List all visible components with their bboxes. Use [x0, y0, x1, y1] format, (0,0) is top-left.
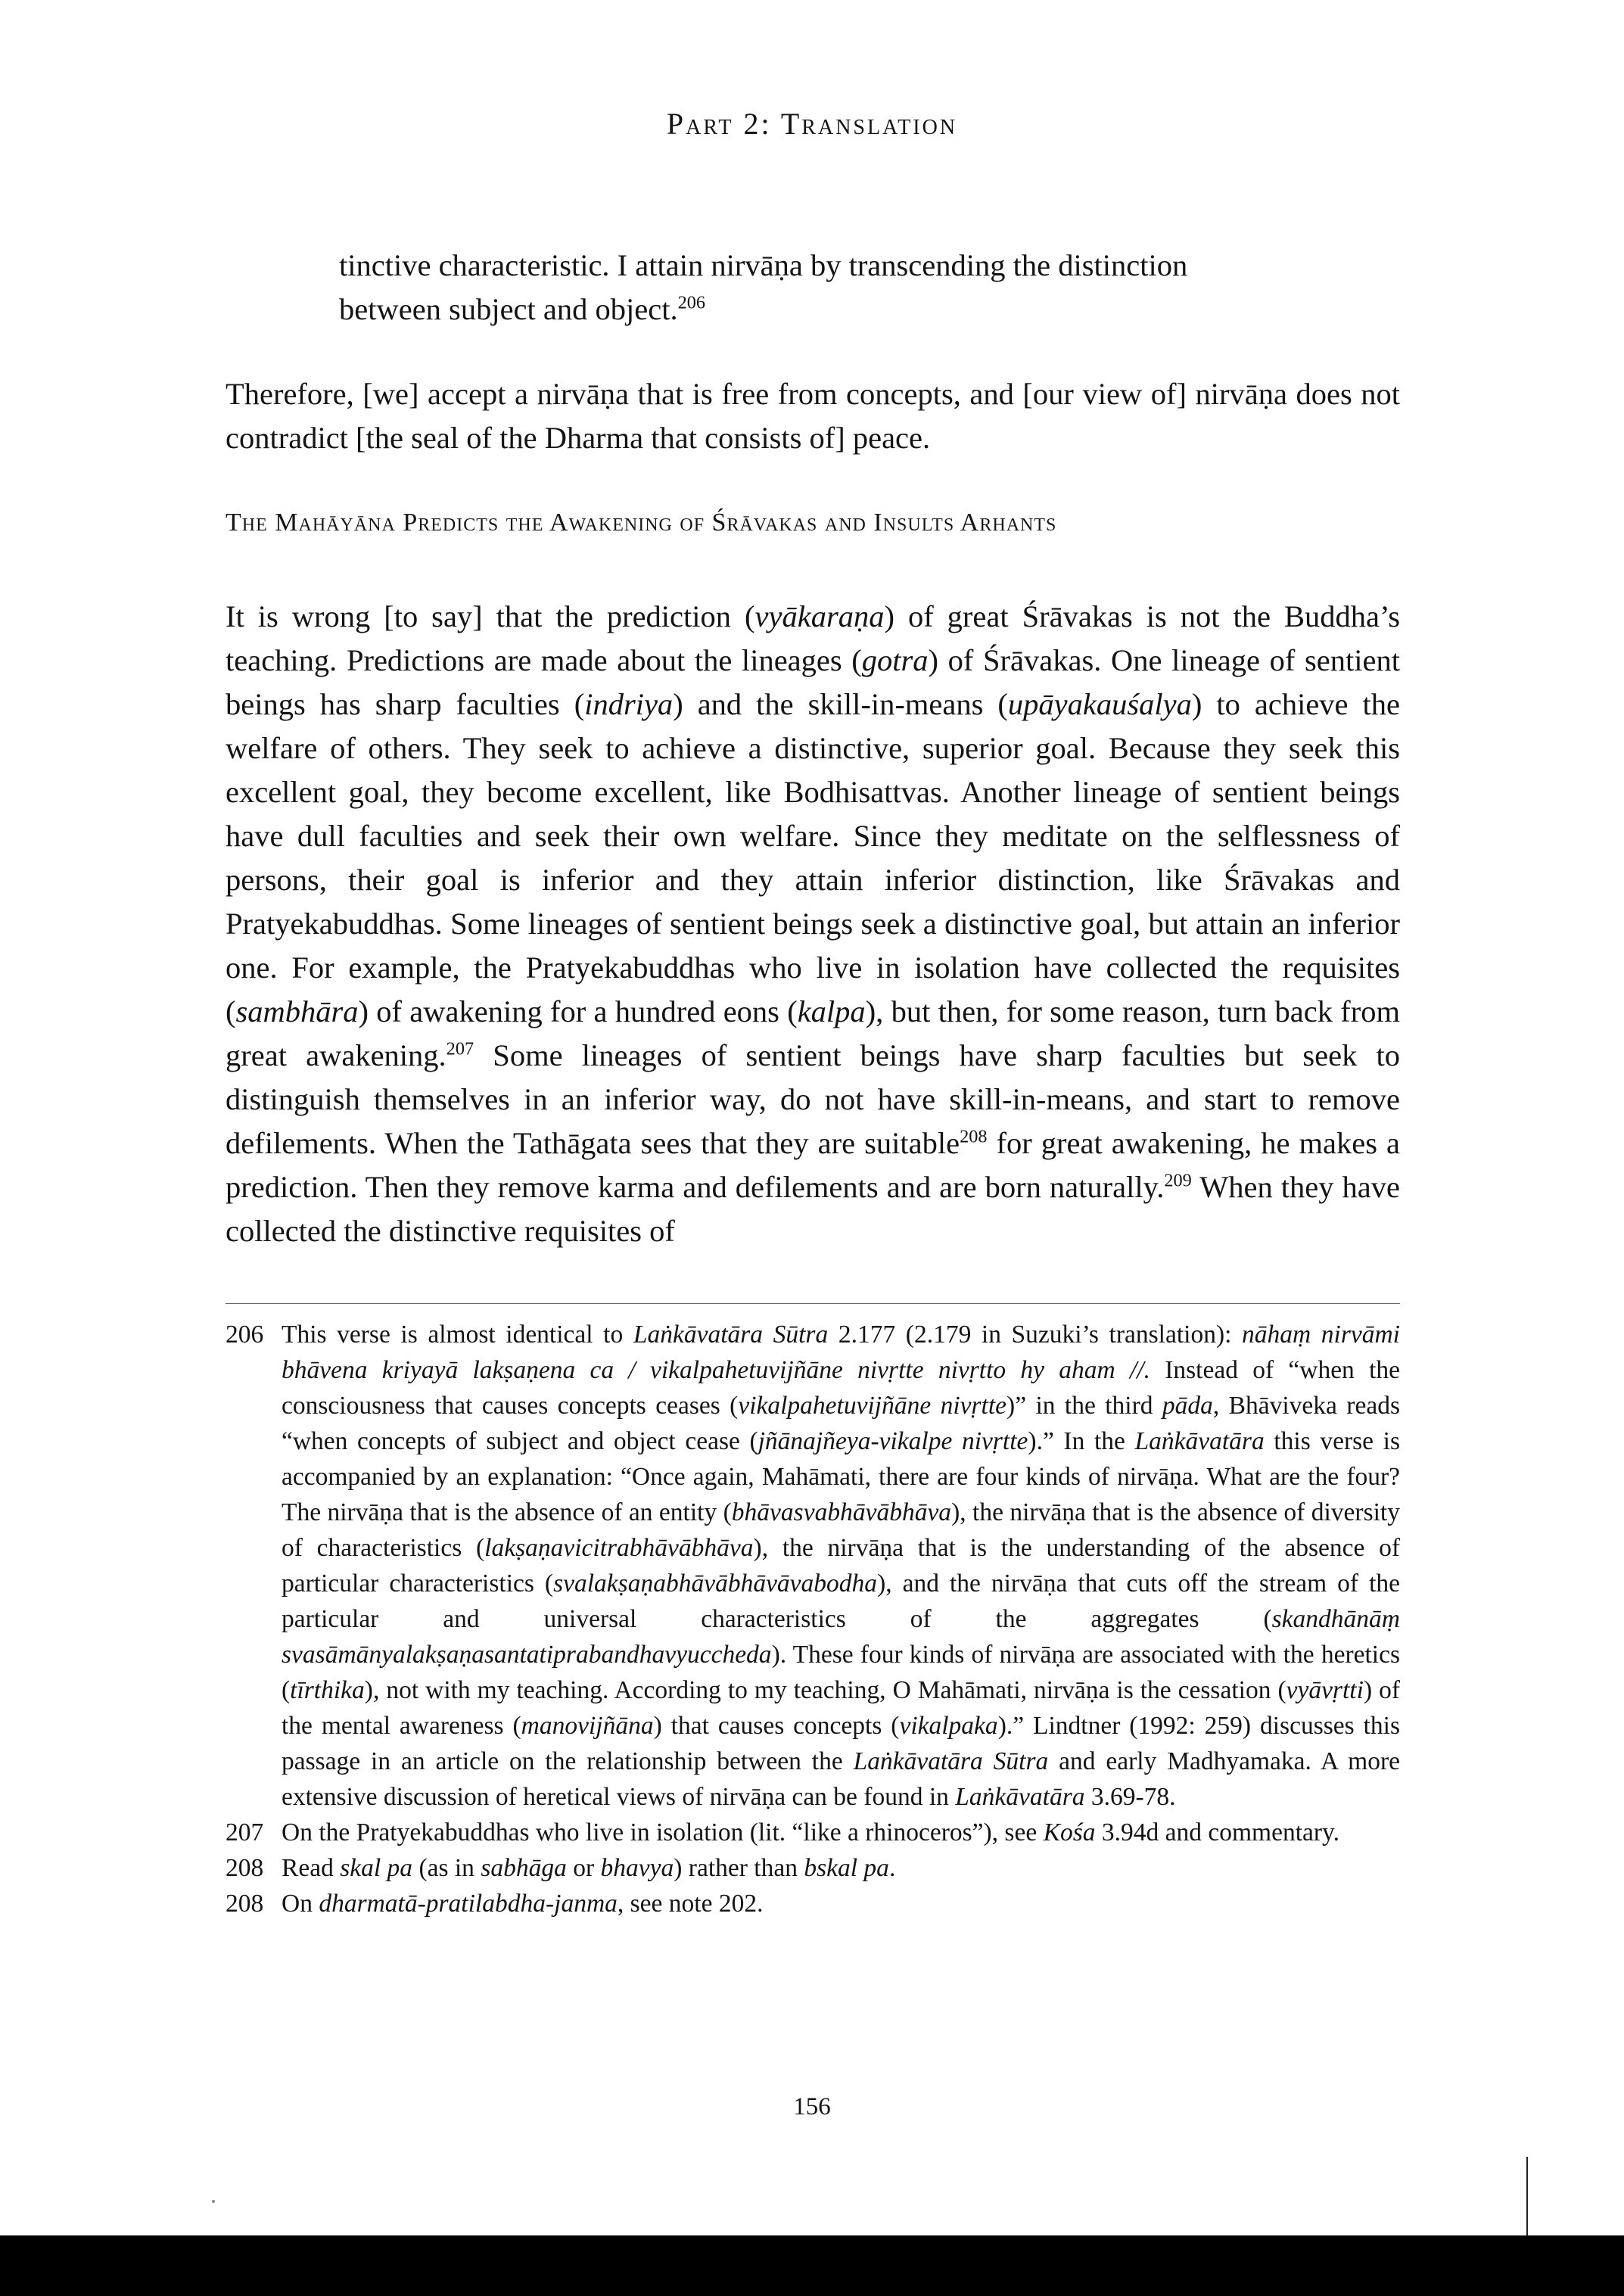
text-run: , see note 202.	[617, 1890, 764, 1918]
text-run: ) of great Śrāvakas is not the Buddha’s teaching. Predictions are made about the lineages (	[226, 599, 1401, 677]
block-quote	[339, 244, 1398, 331]
text-run: and early Madhyamaka. A more extensive discussion of heretical views of nirvāṇa can be found in	[282, 1747, 1400, 1811]
running-head: Part 2: Translation	[666, 107, 958, 141]
footnote-number: 208	[226, 1854, 264, 1882]
italic-run: svalakṣaṇabhāvābhāvāvabodha	[553, 1570, 878, 1598]
block-quote-line: tinctive characteristic. I attain nirvāṇa by transcending the distinction	[339, 248, 1188, 282]
footnote-ref-207[interactable]: 207	[446, 1038, 474, 1059]
sanskrit-term: indriya	[584, 687, 674, 721]
footnote-208-second	[226, 1886, 1400, 1921]
footnote-text	[282, 1850, 1400, 1886]
text-run: ) that causes concepts (	[653, 1712, 900, 1740]
footnote-ref-209[interactable]: 209	[1164, 1170, 1192, 1191]
text-run: for great awakening, he makes a prediction. Then they remove karma and defilements and are born naturally.	[226, 1126, 1400, 1204]
italic-run: bhāvasvabhāvābhāva	[731, 1498, 952, 1526]
text-run: ) to achieve the welfare of others. They seek to achieve a distinctive, superior goal. Because they seek this excellent goal, they become excellent, like Bodhisattvas. Another lineage of sentient beings have dull faculties and seek their own welfare. Since they meditate on the selflessness of persons, their goal is inferior and they attain inferior distinction, like Śrāvakas and Pratyekabuddhas. Some lineages of sentient beings seek a distinctive goal, but attain an inferior one. For example, the Pratyekabuddhas who live in isolation have collected the requisites (	[226, 687, 1401, 1028]
text-run: Read	[282, 1854, 341, 1882]
footnote-ref-206[interactable]: 206	[677, 292, 706, 313]
italic-run: vikalpaka	[899, 1712, 998, 1740]
text-run: Some lineages of sentient beings have sharp faculties but seek to distinguish themselves in an inferior way, do not have skill-in-means, and start to remove defilements. When the Tathāgata sees that they are suitable	[226, 1038, 1400, 1160]
italic-run: nāhaṃ nirvāmi bhāvena kriyayā lakṣaṇena ca / vikalpahetuvijñāne nivṛtte nivṛtto hy aham //.	[282, 1321, 1400, 1384]
text-run: 3.69-78.	[1084, 1783, 1176, 1811]
text-run: ) of Śrāvakas. One lineage of sentient beings has sharp faculties (	[226, 643, 1400, 721]
body-paragraph: Therefore, [we] accept a nirvāṇa that is free from concepts, and [our view of] nirvāṇa does not contradict [the seal of the Dharma that consists of] peace.	[226, 377, 1400, 455]
italic-run: tīrthika	[290, 1676, 365, 1704]
footnotes	[226, 1317, 1400, 1921]
text-run: or	[566, 1854, 601, 1882]
italic-run: vikalpahetuvijñāne nivṛtte	[738, 1392, 1007, 1420]
footnote-207	[226, 1815, 1400, 1850]
italic-run: skal pa	[340, 1854, 413, 1882]
text-run: When they have collected the distinctive requisites of	[226, 1170, 1400, 1248]
text-run: Instead of “when the consciousness that causes concepts ceases (	[282, 1356, 1400, 1420]
text-run: ). These four kinds of nirvāṇa are associated with the heretics (	[282, 1641, 1400, 1704]
footnote-text	[282, 1317, 1400, 1815]
block-quote-text: between subject and object.	[339, 292, 678, 326]
italic-run: bskal pa	[804, 1854, 889, 1882]
italic-run: Kośa	[1043, 1818, 1096, 1846]
sanskrit-term: kalpa	[797, 994, 866, 1028]
text-run: (as in	[412, 1854, 481, 1882]
italic-run: bhavya	[600, 1854, 674, 1882]
text-run: .	[888, 1854, 896, 1882]
text-run: This verse is almost identical to	[282, 1321, 633, 1349]
italic-run: Laṅkāvatāra Sūtra	[633, 1321, 829, 1349]
text-run: ) rather than	[674, 1854, 804, 1882]
italic-run: dharmatā-pratilabdha-janma	[319, 1890, 618, 1918]
italic-run: manovijñāna	[521, 1712, 654, 1740]
sanskrit-term: gotra	[861, 643, 929, 677]
footnote-number: 207	[226, 1818, 264, 1846]
sanskrit-term: vyākaraṇa	[754, 599, 885, 633]
footnote-text	[282, 1886, 1400, 1921]
text-run: 3.94d and commentary.	[1095, 1818, 1339, 1846]
sanskrit-term: sambhāra	[235, 994, 359, 1028]
footnote-text	[282, 1815, 1400, 1850]
text-run: ).” In the	[1028, 1427, 1135, 1455]
scan-speck	[212, 2200, 215, 2203]
scan-bottom-border	[0, 2235, 1624, 2296]
footnote-number: 208	[226, 1890, 264, 1918]
italic-run: skandhānāṃ svasāmānyalakṣaṇasantatiprabandhavyuccheda	[282, 1605, 1400, 1669]
text-run: 2.177 (2.179 in Suzuki’s translation):	[828, 1321, 1242, 1349]
scan-edge-line	[1526, 2157, 1528, 2235]
text-run: ), and the nirvāṇa that cuts off the stream of the particular and universal characteristics of the aggregates (	[282, 1570, 1401, 1633]
text-run: ) of awakening for a hundred eons (	[358, 994, 798, 1028]
text-run: ), but then, for some reason, turn back from great awakening.	[226, 994, 1400, 1072]
italic-run: pāda	[1162, 1392, 1213, 1420]
footnote-number: 206	[226, 1321, 264, 1349]
text-run: On the Pratyekabuddhas who live in isolation (lit. “like a rhinoceros”), see	[282, 1818, 1044, 1846]
sanskrit-term: upāyakauśalya	[1007, 687, 1192, 721]
italic-run: sabhāga	[481, 1854, 567, 1882]
footnote-208	[226, 1850, 1400, 1886]
text-run: ) and the skill-in-means (	[673, 687, 1008, 721]
text-run: It is wrong [to say] that the prediction (	[226, 599, 755, 633]
text-run: )” in the third	[1006, 1392, 1162, 1420]
footnote-rule	[226, 1303, 1400, 1304]
text-run: On	[282, 1890, 319, 1918]
italic-run: jñānajñeya-vikalpe nivṛtte	[758, 1427, 1028, 1455]
italic-run: vyāvṛtti	[1286, 1676, 1364, 1704]
text-run: ), the nirvāṇa that is the absence of diversity of characteristics (	[282, 1498, 1400, 1562]
italic-run: lakṣaṇavicitrabhāvābhāva	[484, 1534, 754, 1562]
footnote-ref-208[interactable]: 208	[960, 1126, 988, 1147]
page-number: 156	[793, 2093, 831, 2120]
block-quote-line	[339, 288, 1398, 331]
text-run: this verse is accompanied by an explanation: “Once again, Mahāmati, there are four kinds of nirvāṇa. What are the four? The nirvāṇa that is the absence of an entity (	[282, 1427, 1400, 1526]
italic-run: Laṅkāvatāra	[955, 1783, 1085, 1811]
text-run: ).” Lindtner (1992: 259) discusses this passage in an article on the relationship between the	[282, 1712, 1400, 1775]
text-run: ) of the mental awareness (	[282, 1676, 1400, 1740]
text-run: , Bhāviveka reads “when concepts of subject and object cease (	[282, 1392, 1400, 1455]
text-run: ), the nirvāṇa that is the understanding of the absence of particular characteristics (	[282, 1534, 1400, 1598]
italic-run: Laṅkāvatāra	[1134, 1427, 1265, 1455]
text-run: ), not with my teaching. According to my teaching, O Mahāmati, nirvāṇa is the cessation (	[364, 1676, 1286, 1704]
body-paragraph	[226, 595, 1400, 1253]
italic-run: Laṅkāvatāra Sūtra	[853, 1747, 1049, 1775]
footnote-206	[226, 1317, 1400, 1815]
section-heading: The Mahāyāna Predicts the Awakening of Śrāvakas and Insults Arhants	[226, 509, 1057, 537]
